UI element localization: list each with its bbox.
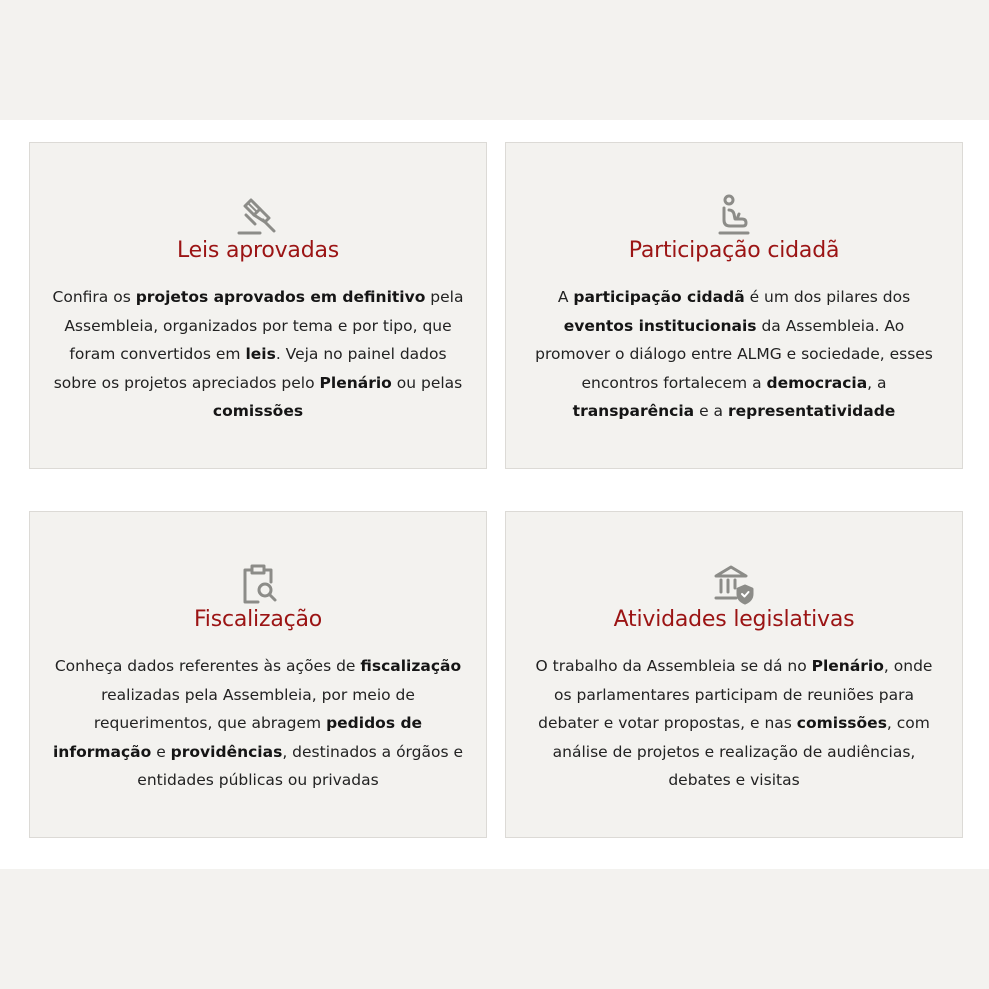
desc-text: , onde os parlamentares participam de reuniões para debater e votar propostas, e nas: [538, 657, 933, 732]
desc-text: Conheça dados referentes às ações de: [54, 657, 361, 675]
desc-text: , destinados a órgãos e entidades públicas ou privadas: [137, 742, 464, 789]
highlight-text: Plenário: [811, 657, 884, 675]
desc-text: A: [557, 288, 574, 306]
clipboard-search-icon: [236, 562, 280, 606]
card-title: Participação cidadã: [628, 238, 840, 263]
institution-shield-icon: [712, 562, 756, 606]
cards-section: [0, 120, 989, 869]
desc-text: e a: [694, 402, 728, 420]
card-description: [52, 652, 464, 795]
card-description: [528, 283, 940, 426]
desc-text: Confira os: [52, 288, 136, 306]
desc-text: realizadas pela Assembleia, por meio de requerimentos, que abragem: [93, 685, 415, 732]
desc-text: pela Assembleia, organizados por tema e por tipo, que foram convertidos em: [64, 288, 464, 363]
card-description: [528, 652, 940, 795]
bottom-band: [0, 869, 989, 989]
desc-text: , com análise de projetos e realização de audiências, debates e visitas: [552, 714, 930, 789]
highlight-text: participação cidadã: [573, 288, 745, 306]
card-participacao-cidada[interactable]: [505, 142, 963, 469]
highlight-text: projetos aprovados em definitivo: [135, 288, 426, 306]
highlight-text: pedidos de informação: [52, 714, 423, 761]
highlight-text: representatividade: [727, 402, 896, 420]
highlight-text: providências: [170, 742, 283, 761]
highlight-text: fiscalização: [360, 657, 462, 675]
card-leis-aprovadas[interactable]: [29, 142, 487, 469]
highlight-text: leis: [245, 345, 276, 363]
highlight-text: eventos institucionais: [563, 316, 757, 335]
card-description: [52, 283, 464, 426]
desc-text: O trabalho da Assembleia se dá no: [535, 657, 812, 675]
card-title: Atividades legislativas: [613, 607, 855, 632]
card-title: Leis aprovadas: [176, 238, 340, 263]
desc-text: é um dos pilares dos: [744, 288, 911, 306]
highlight-text: Plenário: [319, 373, 392, 392]
desc-text: , a: [867, 373, 887, 392]
highlight-text: transparência: [572, 402, 695, 420]
card-fiscalizacao[interactable]: [29, 511, 487, 838]
top-band: [0, 0, 989, 120]
desc-text: e: [151, 742, 171, 761]
seated-person-icon: [712, 193, 756, 237]
highlight-text: democracia: [766, 373, 868, 392]
desc-text: . Veja no painel dados sobre os projetos apreciados pelo: [53, 345, 447, 392]
card-atividades-legislativas[interactable]: [505, 511, 963, 838]
gavel-icon: [236, 193, 280, 237]
highlight-text: comissões: [212, 402, 304, 420]
card-title: Fiscalização: [193, 607, 323, 632]
highlight-text: comissões: [796, 714, 887, 732]
desc-text: ou pelas: [391, 373, 463, 392]
desc-text: da Assembleia. Ao promover o diálogo entre ALMG e sociedade, esses encontros fortalecem a: [535, 316, 933, 392]
